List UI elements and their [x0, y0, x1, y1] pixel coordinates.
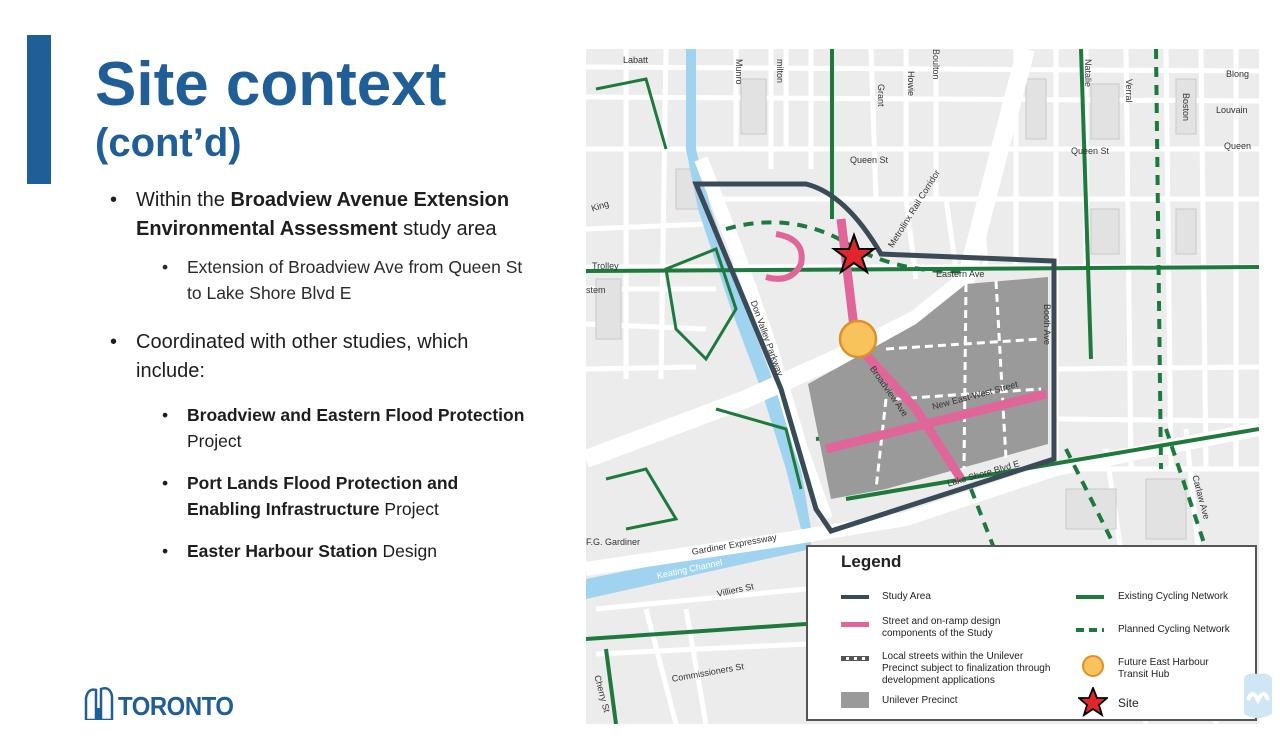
cycling-planned-swatch	[1076, 628, 1104, 632]
map-label: Villiers St	[716, 581, 755, 599]
legend-title: Legend	[841, 552, 902, 571]
bullet-text: Design	[377, 541, 437, 561]
legend-item: Unilever Precinct	[882, 695, 958, 706]
map-label: Verral	[1124, 79, 1134, 103]
map-label: Queen	[1224, 141, 1252, 151]
map-label: Eastern Ave	[936, 269, 985, 279]
sub-bullet-station	[162, 538, 530, 564]
precinct-swatch	[841, 692, 869, 708]
map-label: Louvain	[1216, 105, 1248, 115]
bullet-bold-text: Broadview Avenue Extension Environmental Assessment	[136, 189, 510, 240]
study-area-swatch	[841, 595, 869, 599]
sub-bullet-extension: • Extension of Broadview Ave from Queen St to Lake Shore Blvd E	[162, 254, 530, 306]
site-context-map	[586, 49, 1259, 724]
map-label: Queen St	[850, 155, 889, 165]
map-label: Cherry St	[592, 674, 612, 714]
bullet-text: study area	[397, 218, 497, 240]
bullet-bold-text: Easter Harbour Station	[187, 541, 378, 561]
bullet-coordinated: • Coordinated with other studies, which include:	[110, 328, 530, 386]
legend-item: Street and on-ramp design components of the Study	[882, 616, 1001, 639]
cycling-existing-swatch	[1076, 595, 1104, 599]
map-label: Labatt	[623, 55, 649, 65]
map-label: Don Valley Parkway	[748, 299, 786, 378]
bullet-list	[110, 186, 530, 580]
sub-bullet-flood	[162, 402, 530, 454]
city-hall-icon	[84, 686, 114, 720]
map-label: Howie	[906, 71, 916, 97]
map-label: milton	[775, 59, 785, 84]
map-label: Munro	[734, 59, 744, 85]
accent-bar	[27, 35, 51, 184]
map-label: Gardiner Expressway	[691, 532, 778, 557]
bullet-bold-text: Broadview and Eastern Flood Protection	[187, 405, 525, 425]
map-label: Metrolinx Rail Corridor	[886, 168, 942, 250]
map-label: Queen St	[1071, 146, 1110, 156]
legend-item: Existing Cycling Network	[1118, 591, 1229, 602]
legend-item: Site	[1118, 696, 1139, 710]
map-label: Booth Ave	[1042, 304, 1052, 345]
map-label: Carlaw Ave	[1190, 474, 1212, 521]
map-legend	[806, 545, 1257, 721]
bullet-study-area	[110, 186, 530, 244]
logo-wordmark: TORONTO	[118, 691, 234, 721]
bullet-text: Project	[187, 431, 242, 451]
map-label: Broadview Ave	[867, 364, 911, 419]
sub-bullet-port-lands	[162, 470, 530, 522]
local-street-swatch	[841, 656, 869, 661]
map-label: New East-West Street	[931, 379, 1019, 412]
app-logo-icon	[1238, 670, 1278, 722]
map-label: King	[589, 198, 611, 214]
map-label: Keating Channel	[656, 557, 724, 581]
map-label: Boston	[1181, 93, 1191, 122]
map-label: Trolley	[592, 261, 619, 271]
page-subtitle: (cont’d)	[95, 121, 242, 165]
legend-item: Study Area	[882, 591, 931, 602]
page-title: Site context	[95, 50, 447, 119]
bullet-text: Project	[379, 499, 439, 519]
map-label: stem	[586, 285, 606, 295]
legend-item: Future East Harbour Transit Hub	[1118, 657, 1209, 680]
legend-item: Planned Cycling Network	[1118, 624, 1230, 635]
map-label: Grant	[876, 84, 886, 107]
study-street-swatch	[841, 622, 869, 627]
legend-item: Local streets within the Unilever Precinct subject to finalization through development applications	[882, 651, 1051, 686]
map-label: Lake Shore Blvd E	[946, 458, 1021, 489]
map-label: Boulton	[931, 49, 941, 80]
map-label: Natalie	[1083, 59, 1093, 88]
bullet-bold-text: Port Lands Flood Protection and Enabling Infrastructure	[187, 473, 459, 519]
bullet-text: Within the	[136, 189, 231, 211]
transit-hub-icon	[1082, 655, 1104, 677]
map-label: Blong	[1226, 69, 1250, 79]
map-label: F.G. Gardiner	[586, 537, 641, 547]
map-label: Commissioners St	[671, 661, 745, 684]
toronto-logo	[84, 686, 244, 720]
